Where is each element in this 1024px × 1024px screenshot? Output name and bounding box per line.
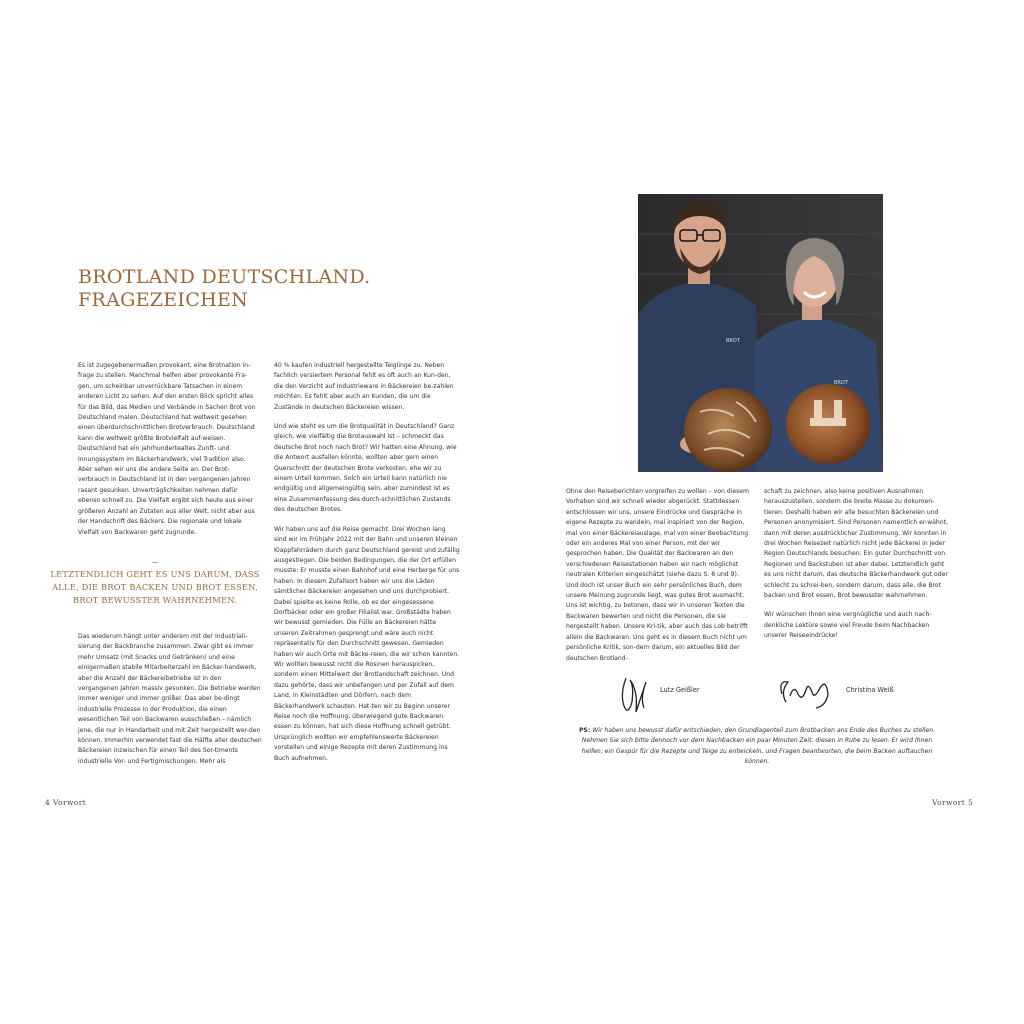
signature-christina xyxy=(776,672,916,720)
right-column-2 xyxy=(764,487,950,651)
handwritten-signature-icon xyxy=(616,672,652,720)
paragraph: Wir wünschen Ihnen eine vergnügliche und auch nach-denkliche Lektüre sowie viel Freude beim Nachbacken unserer Reiseeindrücke! xyxy=(764,611,932,640)
paragraph: 40 % kaufen industriell hergestellte Teiglinge zu. Neben fachlich versiertem Personal fehlt es oft auch an Kun-den, die den Verzicht auf Industrieware in Bäckereien be-zahlen möchten. Es fehlt aber auch an Kunden, die um die Zustände in deutschen Bäckereien wissen. xyxy=(274,362,454,411)
signature-name: Lutz Geißler xyxy=(660,686,700,694)
paragraph: Das wiederum hängt unter anderem mit der Industriali-sierung der Backbranche zusammen. Zwar gibt es immer mehr Umsatz (mit Snacks und Getränken) und eine einigermaßen stabile Mitarbeiterzahl im Bäcker-handwerk, aber die Anzahl der Bäckereibetriebe ist in den vergangenen Jahren massiv gesunken. Die Betriebe werden immer weniger und immer größer. Das aber be-dingt industrielle Prozesse in der Produktion, die einen wesentlichen Teil von Backwaren ausschließen – nämlich jene, die nur in Handarbeit und mit Zeit hergestellt wer-den können. Immerhin verwendet fast die Hälfte aller deutschen Bäckereien inzwischen für einen Teil des Sor-timents industrielle Vor- und Fertigmischungen. Mehr als xyxy=(78,633,262,765)
title-line-2: FRAGEZEICHEN xyxy=(78,289,249,311)
svg-text:BROT: BROT xyxy=(726,338,740,344)
handwritten-signature-icon xyxy=(776,672,836,712)
pull-quote-ornament: ~ xyxy=(151,558,159,567)
left-column-1-continued xyxy=(78,632,262,776)
postscript-label: PS: xyxy=(578,727,591,734)
page-title xyxy=(78,266,371,312)
left-column-1 xyxy=(78,361,260,547)
right-column-1 xyxy=(566,487,752,673)
page-number-right: Vorwort 5 xyxy=(932,798,974,807)
paragraph: Ohne den Reiseberichten vorgreifen zu wollen – von diesem Vorhaben sind wir schnell wieder abgerückt. Stattdessen entschlossen wir uns, unsere Eindrücke und Gespräche in eigene Rezepte zu wandeln, mal inspiriert von der Region, mal von einer Bäckereiauslage, mal von einer Beobachtung oder ein anderes Mal von einer Person, mit der wir gesprochen haben. Die Qualität der Backwaren an den verschiedenen Reisestationen haben wir nach möglichst neutralen Kriterien eingeschätzt (siehe dazu S. 8 und 9). Und doch ist unser Buch ein sehr persönliches Buch, dem unsere Meinung zugrunde liegt, was gutes Brot ausmacht. Uns ist wichtig, zu betonen, dass wir in unseren Texten die Backwaren bewerten und nicht die Personen, die sie hergestellt haben. Unsere Kri-tik, aber auch das Lob betrifft allein die Backwaren. Uns geht es in diesem Buch nicht um persönliche Kritik, son-dern darum, ein aktuelles Bild der deutschen Brotland- xyxy=(566,488,749,662)
paragraph: Und wie steht es um die Brotqualität in Deutschland? Ganz gleich, wie vielfältig die Brotauswahl ist – schmeckt das deutsche Brot noch nach Brot? Wir hatten eine Ahnung, wie die Antwort ausfallen könnte, wollten aber gern einen Querschnitt der deutschen Brote verkosten, ehe wir zu einem Urteil kommen. Solch ein Urteil kann natürlich nie endgültig und allgemeingültig sein, aber zumindest ist es eine Zusammenfassung des durch-schnittlichen Zustands des deutschen Brotes. xyxy=(274,423,457,514)
title-line-1: BROTLAND DEUTSCHLAND. xyxy=(78,266,371,288)
pull-quote-text: LETZTENDLICH GEHT ES UNS DARUM, DASS ALLE, DIE BROT BACKEN UND BROT ESSEN, BROT BEWUSSTER WAHRNEHMEN. xyxy=(50,569,260,605)
postscript-text: Wir haben uns bewusst dafür entschieden, den Grundlagenteil zum Brotbacken ans Ende des Buches zu stellen. Nehmen Sie sich bitte dennoch vor dem Nachbacken ein paar Minuten Zeit, diesen in Ruhe zu lesen. Er wird Ihnen helfen, ein Gespür für die Rezepte und Teige zu entwickeln, und Fragen beantworten, die beim Backen auftauchen können. xyxy=(581,727,936,766)
authors-photo xyxy=(638,194,883,472)
paragraph: Es ist zugegebenermaßen provokant, eine Brotnation in-frage zu stellen. Manchmal helfen aber provokante Fra-gen, um scheinbar unverrückbare Tatsachen in einem anderen Licht zu sehen. Auf den ersten Blick spricht alles für das Bild, das Medien und Verbände in Sachen Brot von Deutschland malen. Deutschland hat weltweit gesehen einen überdurchschnittlichen Brotverbrauch. Deutschland kann die weltweit größte Brotvielfalt auf-weisen. Deutschland hat ein jahrhundertealtes Zunft- und Innungssystem im Bäckerhandwerk, viel Tradition also. Aber sehen wir uns die andere Seite an. Der Brot-verbrauch in Deutschland ist in den vergangenen Jahren rasant gesunken. Unverträglichkeiten nehmen dafür ebenso schnell zu. Die Vielfalt ergibt sich heute aus einer größeren Anzahl an Zutaten aus aller Welt, nicht aber aus der Handschrift des Bäckers. Die regionale und lokale Vielfalt von Backwaren geht zugrunde. xyxy=(78,362,256,536)
signature-lutz xyxy=(616,672,736,720)
pull-quote xyxy=(50,558,260,607)
paragraph: schaft zu zeichnen, also keine positiven Ausnahmen herauszustellen, sondern die breite Masse zu dokumen-tieren. Deshalb haben wir alle besuchten Bäckereien und Personen anonymisiert. Sind Personen namentlich er-wähnt, dann mit deren ausdrücklicher Zustimmung. Wir konnten in drei Wochen Reisezeit natürlich nicht jede Bäckerei in jeder Region Deutschlands besuchen. Ein guter Durchschnitt von Regionen und Backstuben ist aber dabei. Letztendlich geht es uns nicht darum, das deutsche Bäckerhandwerk gut oder schlecht zu schrei-ben, sondern darum, dass alle, die Brot backen und Brot essen, Brot bewusster wahrnehmen. xyxy=(764,488,948,600)
svg-text:BROT: BROT xyxy=(834,380,848,386)
paragraph: Wir haben uns auf die Reise gemacht. Drei Wochen lang sind wir im Frühjahr 2022 mit der Bahn und unseren kleinen Klappfahrrädern durch ganz Deutschland gereist und zufällig ausgestiegen. Die beiden Bedingungen, die der Ort erfüllen musste: Er musste einen Bahnhof und eine Herberge für uns haben. In diesem Zufallsort haben wir uns die Läden sämtlicher Bäckereien angesehen und uns durchprobiert. Dabei spielte es keine Rolle, ob es der eingesessene Dorfbäcker oder ein großer Filialist war. Großstädte haben wir bewusst gemieden. Die Fülle an Bäckereien hätte unseren Zeitrahmen gesprengt und wäre auch nicht repräsentativ für den Durchschnitt gewesen. Gemieden haben wir auch Orte mit Bäcke-reien, die wir schon kannten. Wir wollten bewusst nicht die Rosinen herauspicken, sondern einen Mittelwert der Brotlandschaft zeichnen. Und dazu gehörte, dass wir unbefangen und per Zufall auf dem Land, in Kleinstädten und Dörfern, nach dem Bäckerhandwerk schauten. Hat-ten wir zu Beginn unserer Reise noch die Hoffnung, überwiegend gute Backwaren essen zu können, hat sich diese Hoffnung schnell getrübt. Ursprünglich wollten wir empfehlenswerte Bäckereien vorstellen und einige Rezepte mit deren Zustimmung ins Buch aufnehmen. xyxy=(274,525,460,762)
page-number-left: 4 Vorwort xyxy=(45,798,87,807)
left-column-2 xyxy=(274,361,460,773)
signature-name: Christina Weiß xyxy=(846,686,894,694)
right-page xyxy=(512,0,1024,1024)
postscript xyxy=(572,726,942,768)
